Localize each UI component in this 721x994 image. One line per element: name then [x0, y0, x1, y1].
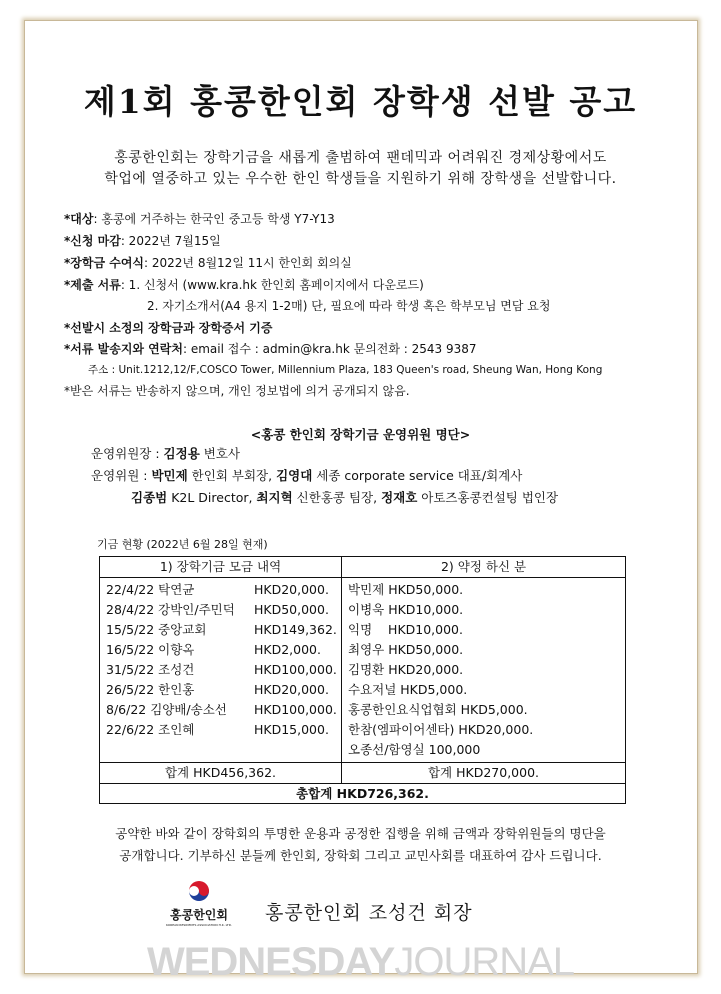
donation-row — [106, 600, 335, 620]
donation-amount: HKD50,000. — [254, 602, 329, 617]
info-privacy: *받은 서류는 반송하지 않으며, 개인 정보법에 의거 공개되지 않음. — [64, 384, 410, 398]
fund-status-label: 기금 현황 (2022년 6월 28일 현재) — [97, 538, 268, 551]
logo-subtext: KOREAN RESIDENTS ASSOCIATION H.K. LTD. — [166, 923, 232, 927]
donation-amount: HKD100,000. — [254, 662, 337, 677]
donation-row — [106, 680, 335, 700]
info-documents: *제출 서류: 1. 신청서 (www.kra.hk 한인회 홈페이지에서 다운로드) — [64, 278, 424, 292]
col2-total: 합계 HKD270,000. — [342, 763, 626, 784]
intro-line-2: 학업에 열중하고 있는 우수한 한인 학생들을 지원하기 위해 장학생을 선발합니다. — [104, 171, 617, 187]
pledge-row: 최영우 HKD50,000. — [348, 642, 464, 657]
committee-members-1: 운영위원 : 박민제 한인회 부회장, 김영대 세종 corporate service 대표/회계사 — [91, 468, 523, 483]
pledge-row: 수요저널 HKD5,000. — [348, 682, 468, 697]
info-award: *선발시 소정의 장학금과 장학증서 기증 — [64, 321, 273, 335]
taegeuk-icon — [188, 880, 210, 902]
donation-row — [106, 580, 335, 600]
grand-total: 총합계 HKD726,362. — [100, 784, 626, 804]
pledge-row: 한참(엠파이어센타) HKD20,000. — [348, 722, 534, 737]
signature: 홍콩한인회 조성건 회장 — [265, 902, 473, 924]
donation-amount: HKD2,000. — [254, 642, 321, 657]
committee-heading: <홍콩 한인회 장학기금 운영위원 명단> — [250, 427, 471, 442]
pledge-row: 익명 HKD10,000. — [348, 622, 463, 637]
pledge-row: 오종선/함영실 100,000 — [348, 742, 481, 757]
intro-line-1: 홍콩한인회는 장학기금을 새롭게 출범하여 팬데믹과 어려워진 경제상황에서도 — [114, 150, 607, 166]
donor: 15/5/22 중앙교회 — [106, 622, 207, 637]
donation-row — [106, 660, 335, 680]
donation-amount: HKD20,000. — [254, 682, 329, 697]
info-ceremony: *장학금 수여식: 2022년 8월12일 11시 한인회 회의실 — [64, 256, 352, 270]
donor: 22/6/22 조인혜 — [106, 722, 195, 737]
donor: 28/4/22 강박인/주민덕 — [106, 602, 235, 617]
donor: 26/5/22 한인홍 — [106, 682, 195, 697]
fund-table — [99, 556, 626, 804]
info-target: *대상: 홍콩에 거주하는 한국인 중고등 학생 Y7-Y13 — [64, 212, 335, 226]
pledge-row: 박민제 HKD50,000. — [348, 582, 464, 597]
donation-amount: HKD149,362. — [254, 622, 337, 637]
logo-text: 홍콩한인회 — [170, 908, 228, 922]
donation-amount: HKD100,000. — [254, 702, 337, 717]
association-logo — [163, 880, 235, 927]
donor: 8/6/22 김양배/송소선 — [106, 702, 227, 717]
committee-members-2: 김종범 K2L Director, 최지혁 신한홍콩 팀장, 정재호 아토즈홍콩컨설팅 법인장 — [131, 490, 559, 505]
col2-header: 2) 약정 하신 분 — [342, 557, 626, 578]
donation-row — [106, 620, 335, 640]
pledges-cell — [342, 578, 626, 763]
donation-row — [106, 700, 335, 720]
closing-line-1: 공약한 바와 같이 장학회의 투명한 운용과 공정한 집행을 위해 금액과 장학위원들의 명단을 — [115, 826, 606, 841]
donation-row — [106, 720, 335, 740]
donation-amount: HKD20,000. — [254, 582, 329, 597]
pledge-row: 이병욱 HKD10,000. — [348, 602, 464, 617]
watermark: WEDNESDAYJOURNAL — [146, 940, 575, 984]
info-contact: *서류 발송지와 연락처: email 접수 : admin@kra.hk 문의전화 : 2543 9387 — [64, 342, 477, 356]
donation-amount: HKD15,000. — [254, 722, 329, 737]
donor: 31/5/22 조성건 — [106, 662, 195, 677]
info-deadline: *신청 마감: 2022년 7월15일 — [64, 234, 221, 248]
donations-cell — [100, 578, 342, 763]
col1-header: 1) 장학기금 모금 내역 — [100, 557, 342, 578]
pledge-row: 홍콩한인요식업협회 HKD5,000. — [348, 702, 528, 717]
donor: 22/4/22 탁연균 — [106, 582, 195, 597]
committee-chair: 운영위원장 : 김정용 변호사 — [91, 446, 240, 461]
page-title: 제1회 홍콩한인회 장학생 선발 공고 — [83, 82, 638, 121]
pledge-row: 김명환 HKD20,000. — [348, 662, 464, 677]
info-address: 주소 : Unit.1212,12/F,COSCO Tower, Millennium Plaza, 183 Queen's road, Sheung Wan, Hong Kong — [88, 364, 603, 376]
closing-line-2: 공개합니다. 기부하신 분들께 한인회, 장학회 그리고 교민사회를 대표하여 감사 드립니다. — [119, 848, 602, 863]
col1-total: 합계 HKD456,362. — [100, 763, 342, 784]
donation-row — [106, 640, 335, 660]
info-documents-2: 2. 자기소개서(A4 용지 1-2매) 단, 필요에 따라 학생 혹은 학부모님 면담 요청 — [147, 299, 551, 313]
donor: 16/5/22 이향옥 — [106, 642, 195, 657]
